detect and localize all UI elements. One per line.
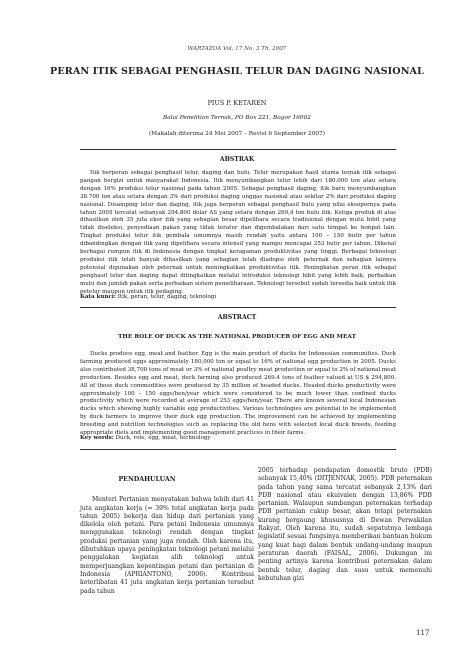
section-heading: PENDAHULUAN xyxy=(118,476,176,483)
divider-bottom xyxy=(80,449,396,450)
abstract-text: Ducks produce egg, meat and feather. Egg is the main product of ducks for Indonesian communities. Duck farming produced eggs approximately 180,000 ton or equal to 16% of national egg production in 2005. Ducks also contributed 38,700 tons of meat or 3% of national poultry meat production or equal to 2% of national meat production. Besides egg and meat, duck farming also produced 269.4 tons of feather valued at US $ 294,800. All of those duck commodities were produced by 35 million of headed ducks. Headed ducks productivity were approximately 100 – 150 eggs/hen/year which were considered to be much lower than confined ducks productivity which were recorded at average of 253 eggs/hen/year. There are known several local Indonesian ducks which showing highly variable egg productivities. Various technologies are potential to be implemented by duck farmers to improve their duck egg production. The improvement can be achieved by implementing breeding and nutrition technologies such as replacing the old hens with selected local duck breeds, feeding appropriate diets and implementing good management practices in their farms. xyxy=(80,351,396,437)
abstract-keywords-values: Duck, role, egg, meat, technology xyxy=(113,435,211,441)
abstrak-heading: ABSTRAK xyxy=(219,156,255,163)
affiliation: Balai Penelitian Ternak, PO Box 221, Bogor 16002 xyxy=(163,115,311,121)
abstract-keywords xyxy=(80,435,396,443)
running-head: WARTAZOA Vol. 17 No. 3 Th. 2007 xyxy=(187,46,287,52)
body-column-left xyxy=(80,476,254,596)
abstrak-keywords-label: Kata kunci: xyxy=(80,294,116,300)
article-title: PERAN ITIK SEBAGAI PENGHASIL TELUR DAN DAGING NASIONAL xyxy=(50,66,424,77)
abstract-subheading: THE ROLE OF DUCK AS THE NATIONAL PRODUCER OF EGG AND MEAT xyxy=(118,334,356,340)
body-column-right xyxy=(258,467,432,583)
abstrak-text: Itik berperan sebagai penghasil telur, daging dan bulu. Telur merupakan hasil utama ternak itik sebagai pangan bergizi untuk masyarakat Indonesia. Itik menyumbangkan telur lebih dari 180.000 ton atau setara dengan 16% produksi telur nasional pada tahun 2005. Sebagai penghasil daging, itik baru menyumbangkan 38.700 ton atau setara dengan 3% dari produksi daging unggas nasional atau sekitar 2% dari produksi daging nasional. Disamping telur dan daging, itik juga berperan sebagai penghasil bulu yang nilai eksopornya pada tahun 2005 tercatat sebanyak 294.800 dolar AS yang setara dengan 269,4 ton bulu itik. Ketiga produk di atas dihasilkan oleh 35 juta ekor itik yang sebagian besar dipelihara secara tradisional dengan mutu bibit yang tidak diseleksi, penyediaan pakan yang tidak teratur dan digembalakan dari satu tempat ke tempat lain. Tingkat produksi telur itik gembala umumnya masih rendah yaitu antara 100 – 150 butir per tahun dibandingkan dengan itik yang dipelihara secara intensif yang mampu mencapai 253 butir per tahun. Dikenal berbagai rumpun itik di Indonesia dengan tingkat keragaman produktivitas yang tinggi. Berbagai teknologi produksi itik telah banyak dihasilkan yang sebagian telah diadopsi oleh peternak dan sebagian lainnya potensial digunakan oleh peternak untuk meningkatkan produktivitas itik. Peningkatan peran itik sebagai penghasil telur dan daging dapat ditingkatkan melalui introduksi teknologi bibit yang lebih baik, perbaikan mutu dan jumlah pakan serta perbaikan sistem pemeliharaan. Teknologi tersebut sudah tersedia baik untuk itik petelur maupun untuk itik pedaging. xyxy=(80,170,396,295)
abstract-keywords-label: Key words: xyxy=(80,435,114,441)
divider-mid xyxy=(80,307,396,308)
body-paragraph-left: Menteri Pertanian menyatakan bahwa lebih dari 41 juta angkatan kerja (= 39% total angkatan kerja pada tahun 2005) bekerja dan hidup dari pertanian yang dikelola oleh petani. Para petani Indonesia umumnya menggunakan teknologi rendah dengan tingkat produksi pertanian yang juga rendah. Oleh karena itu, dibutuhkan upaya peningkatan teknologi petani melalui penggalakan kegiatan alih teknologi untuk memperjuangkan kepentingan petani dan pertanian di Indonesia (APRIANTONO, 2006). Kontribusi keterlibatan 41 juta angkatan kerja pertanian tersebut pada tahun xyxy=(80,496,254,595)
received-dates: (Makalah diterima 24 Mei 2007 – Revisi 6 September 2007) xyxy=(148,131,326,137)
abstrak-keywords-values: Itik, peran, telur, daging, teknologi xyxy=(115,294,217,300)
abstract-heading: ABSTRACT xyxy=(217,314,257,321)
page-number: 117 xyxy=(416,629,430,637)
author: PIUS P. KETAREN xyxy=(207,99,267,107)
divider-top xyxy=(80,149,396,150)
abstrak-keywords xyxy=(80,294,396,302)
body-paragraph-right: 2005 terhadap pendapatan domestik bruto (PDB) sebanyak 15,40% (DITJENNAK, 2005). PDB peternakan pada tahun yang sama tercatat sebanyak 2,13% dari PDB nasional atau ekuivalen dengan 13,86% PDB pertanian. Walaupun sumbangan peternakan terhadap PDB pertanian cukup besar, akan tetapi peternakan kurang bergaung khususnya di Dewan Perwakilan Rakyat. Oleh karena itu, sudah sepatutnya lembaga legislatif sesuai fungsinya memberikan bantuan hukum yang kuat bagi dalam bentuk undang-undang maupun peraturan daerah (FAISAL, 2006). Dukungan ini penting artinya karena kontribusi peternakan dalam bentuk telur, daging dan susu untuk memenuhi kebutuhan gizi xyxy=(258,467,432,582)
